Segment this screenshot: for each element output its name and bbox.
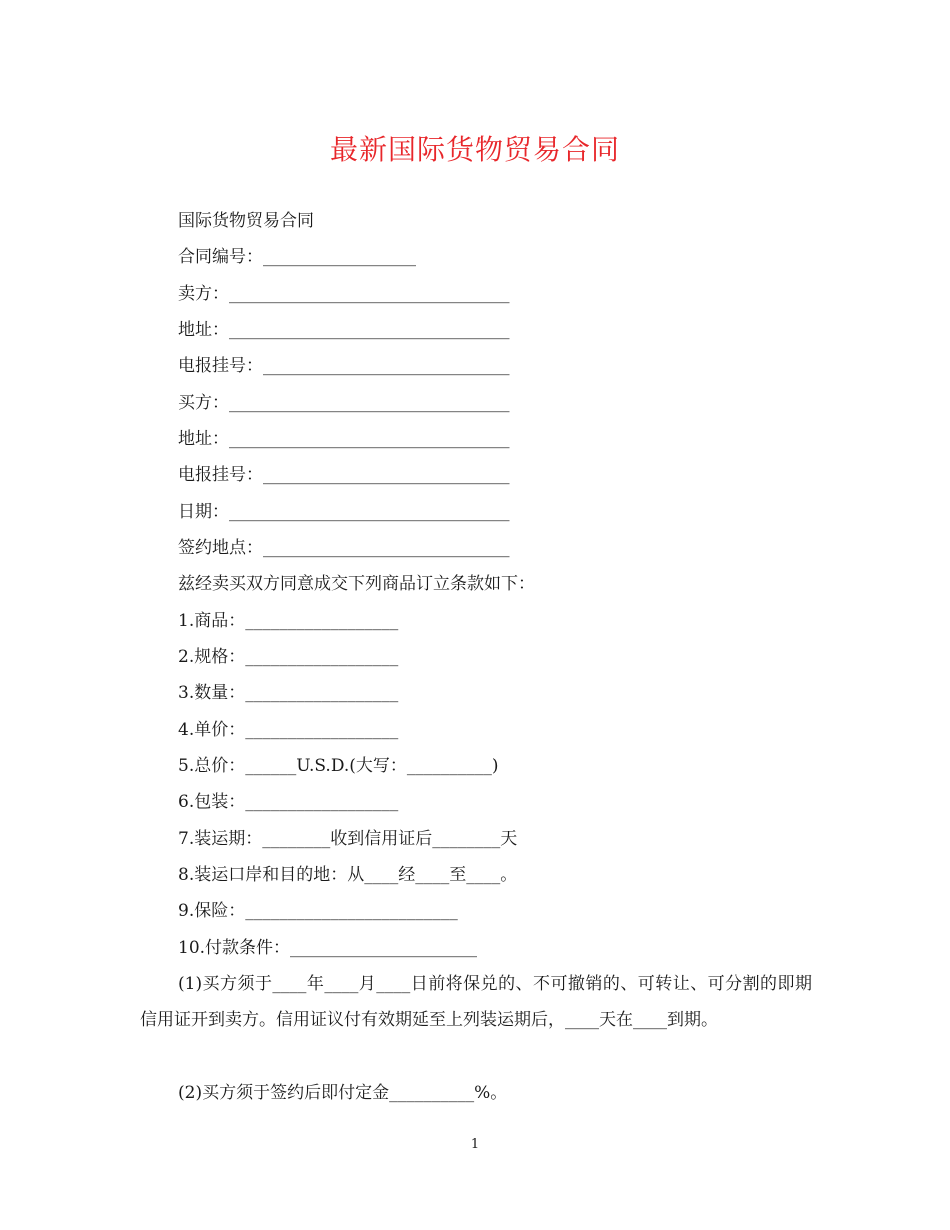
field-buyer-address: 地址：_________________________________ — [178, 429, 510, 449]
clause-packing: 6.包装：__________________ — [178, 792, 399, 812]
document-title: 最新国际货物贸易合同 — [329, 133, 620, 166]
field-buyer-cable: 电报挂号：_____________________________ — [178, 465, 510, 485]
payment-term-2: (2)买方须于签约后即付定金__________%。 — [178, 1083, 508, 1103]
clause-commodity: 1.商品：__________________ — [178, 611, 399, 631]
clause-specification: 2.规格：__________________ — [178, 647, 399, 667]
clause-port: 8.装运口岸和目的地：从____经____至____。 — [178, 865, 518, 885]
clause-insurance: 9.保险：_________________________ — [178, 901, 458, 921]
field-seller-address: 地址：_________________________________ — [178, 320, 510, 340]
contract-heading: 国际货物贸易合同 — [178, 211, 314, 231]
clause-payment: 10.付款条件：______________________ — [178, 938, 478, 958]
payment-term-1: (1)买方须于____年____月____日前将保兑的、不可撤销的、可转让、可分割的即期信用证开到卖方。信用证议付有效期延至上列装运期后，____天在____到期。 — [140, 974, 812, 1030]
clause-total-value: 5.总价：______U.S.D.(大写：__________) — [178, 756, 499, 776]
intro-text: 兹经卖买双方同意成交下列商品订立条款如下： — [178, 574, 535, 594]
clause-unit-price: 4.单价：__________________ — [178, 720, 399, 740]
field-seller-cable: 电报挂号：_____________________________ — [178, 356, 510, 376]
field-seller: 卖方：_________________________________ — [178, 284, 510, 304]
clause-quantity: 3.数量：__________________ — [178, 683, 399, 703]
clause-shipment-time: 7.装运期：________收到信用证后________天 — [178, 829, 518, 849]
field-buyer: 买方：_________________________________ — [178, 393, 510, 413]
field-contract-number: 合同编号：__________________ — [178, 247, 416, 267]
page-number: 1 — [470, 1137, 480, 1152]
field-date: 日期：_________________________________ — [178, 502, 510, 522]
field-signing-place: 签约地点：_____________________________ — [178, 538, 510, 558]
